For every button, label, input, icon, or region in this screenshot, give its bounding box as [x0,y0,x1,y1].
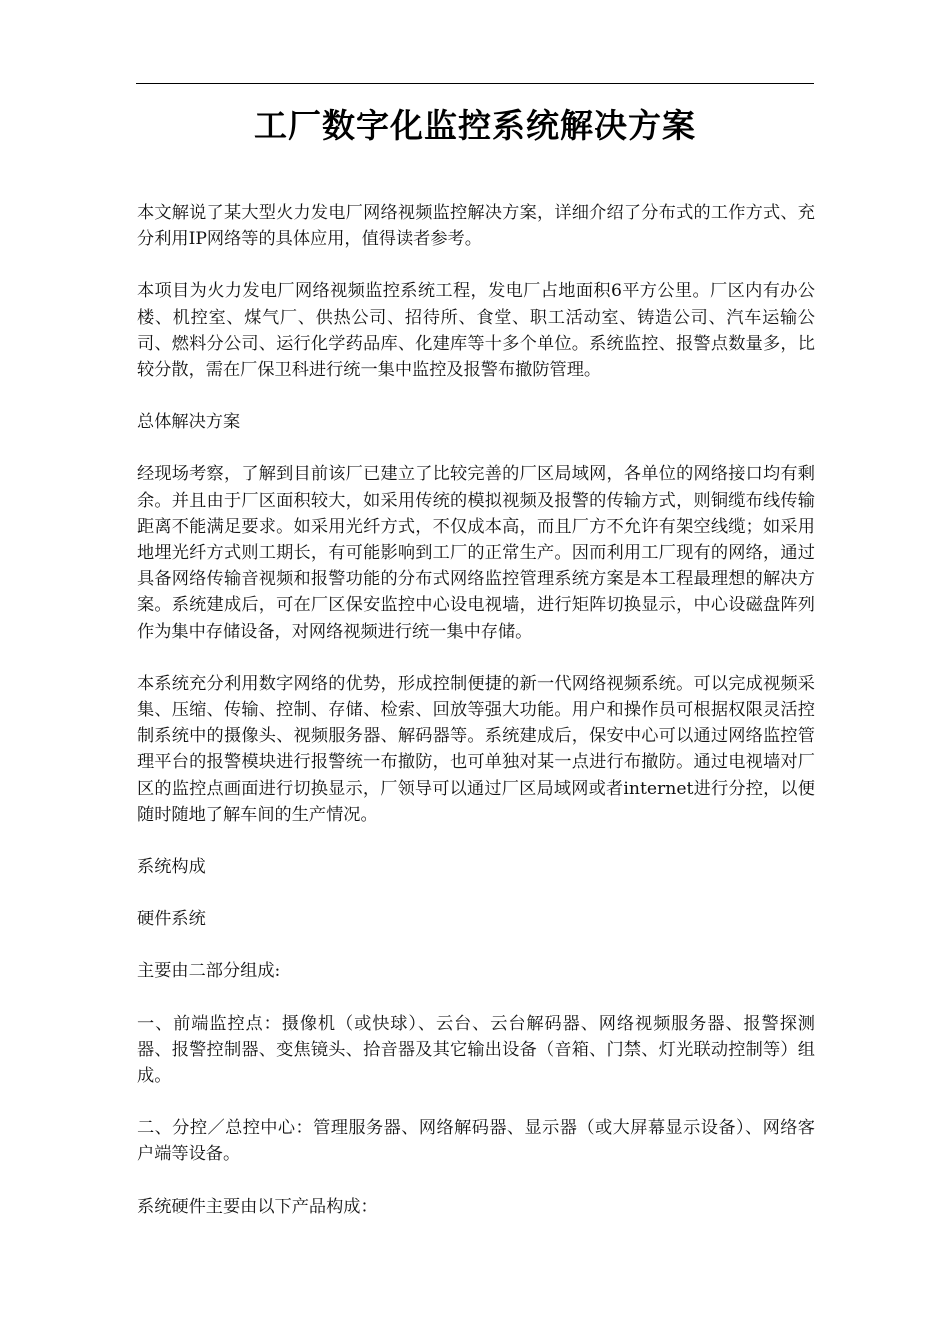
hardware-products-intro: 系统硬件主要由以下产品构成： [137,1196,378,1217]
document-body [137,200,815,1246]
intro-paragraph: 本文解说了某大型火力发电厂网络视频监控解决方案，详细介绍了分布式的工作方式、充分利用IP网络等的具体应用，值得读者参考。 [137,203,815,250]
section-heading-overall-solution: 总体解决方案 [137,412,241,433]
section-heading-hardware: 硬件系统 [137,909,206,930]
header-rule [136,83,814,84]
composition-intro: 主要由二部分组成: [137,961,281,982]
system-advantage-paragraph: 本系统充分利用数字网络的优势，形成控制便捷的新一代网络视频系统。可以完成视频采集、压缩、传输、控制、存储、检索、回放等强大功能。用户和操作员可根据权限灵活控制系统中的摄像头、视频服务器、解码器等。系统建成后，保安中心可以通过网络监控管理平台的报警模块进行报警统一布撤防，也可单独对某一点进行布撤防。通过电视墙对厂区的监控点画面进行切换显示，厂领导可以通过厂区局域网或者internet进行分控，以便随时随地了解车间的生产情况。 [137,673,815,825]
project-paragraph: 本项目为火力发电厂网络视频监控系统工程，发电厂占地面积6平方公里。厂区内有办公楼、机控室、煤气厂、供热公司、招待所、食堂、职工活动室、铸造公司、汽车运输公司、燃料分公司、运行化学药品库、化建库等十多个单位。系统监控、报警点数量多，比较分散，需在厂保卫科进行统一集中监控及报警布撤防管理。 [137,281,815,381]
control-center-list-item: 二、分控／总控中心：管理服务器、网络解码器、显示器（或大屏幕显示设备）、网络客户端等设备。 [137,1118,815,1165]
section-heading-system-composition: 系统构成 [137,857,206,878]
front-end-list-item: 一、前端监控点：摄像机（或快球）、云台、云台解码器、网络视频服务器、报警探测器、报警控制器、变焦镜头、拾音器及其它输出设备（音箱、门禁、灯光联动控制等）组成。 [137,1013,815,1087]
survey-paragraph: 经现场考察，了解到目前该厂已建立了比较完善的厂区局域网，各单位的网络接口均有剩余。并且由于厂区面积较大，如采用传统的模拟视频及报警的传输方式，则铜缆布线传输距离不能满足要求。如采用光纤方式，不仅成本高，而且厂方不允许有架空线缆；如采用地埋光纤方式则工期长，有可能影响到工厂的正常生产。因而利用工厂现有的网络，通过具备网络传输音视频和报警功能的分布式网络监控管理系统方案是本工程最理想的解决方案。系统建成后，可在厂区保安监控中心设电视墙，进行矩阵切换显示，中心设磁盘阵列作为集中存储设备，对网络视频进行统一集中存储。 [137,464,815,642]
document-title: 工厂数字化监控系统解决方案 [254,106,696,145]
